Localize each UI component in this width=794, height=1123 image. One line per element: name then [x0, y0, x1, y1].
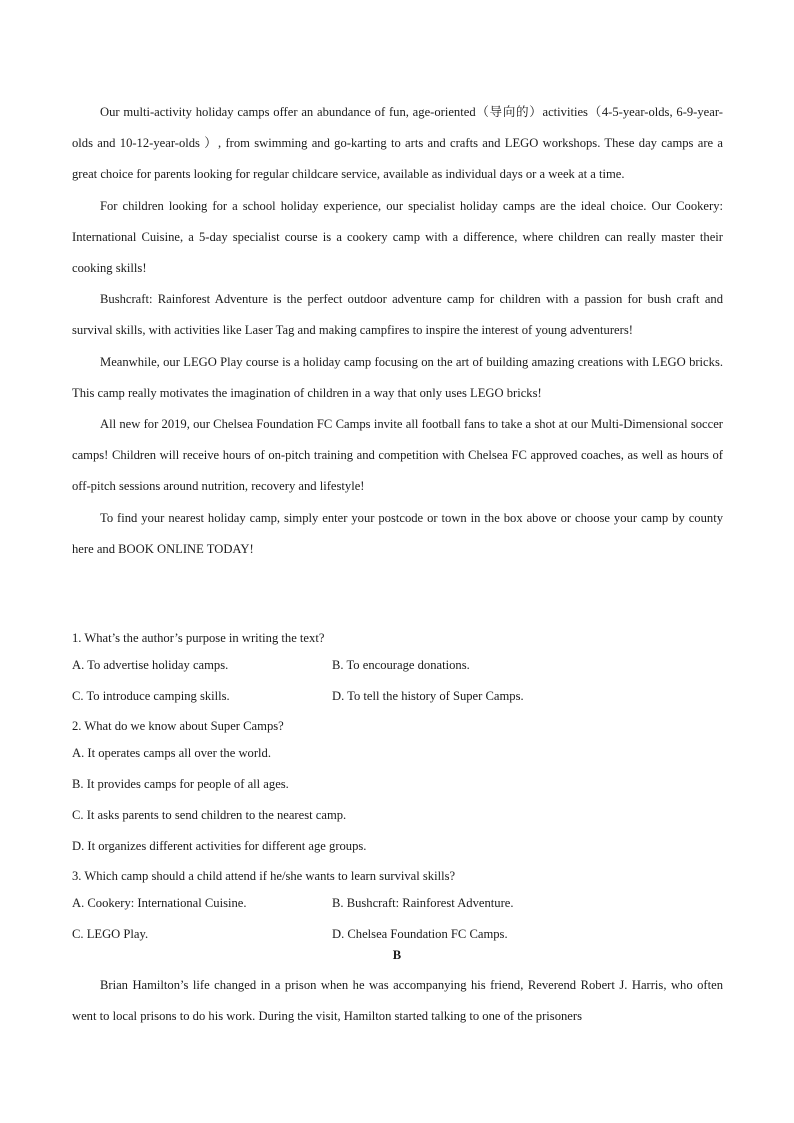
paragraph: Bushcraft: Rainforest Adventure is the perfect outdoor adventure camp for children with a passion for bush craft and survival skills, with activities like Laser Tag and making campfires to inspire the interest of young adventurers! — [72, 292, 723, 338]
option-row — [72, 889, 723, 920]
option-row — [72, 651, 723, 682]
option-d: D. To tell the history of Super Camps. — [332, 689, 524, 703]
option-a: A. To advertise holiday camps. — [72, 658, 229, 672]
option-a: A. It operates camps all over the world. — [72, 746, 271, 760]
option-b: B. To encourage donations. — [332, 658, 470, 672]
paragraph: To find your nearest holiday camp, simply enter your postcode or town in the box above or choose your camp by county here and BOOK ONLINE TODAY! — [72, 510, 723, 556]
question-stem: 1. What’s the author’s purpose in writing the text? — [72, 631, 325, 645]
option-c: C. It asks parents to send children to the nearest camp. — [72, 808, 347, 822]
paragraph: Meanwhile, our LEGO Play course is a holiday camp focusing on the art of building amazing creations with LEGO bricks. This camp really motivates the imagination of children in a way that only uses LEGO bricks! — [72, 354, 723, 400]
option-d: D. Chelsea Foundation FC Camps. — [332, 927, 508, 941]
paragraph: Our multi-activity holiday camps offer an abundance of fun, age-oriented（导向的）activities（4-5-year-olds, 6-9-year-olds and 10-12-year-olds ）, from swimming and go-karting to arts and crafts and LEGO workshops. These day camps are a great choice for parents looking for regular childcare service, available as individual days or a week at a time. — [72, 105, 723, 182]
section-heading: B — [392, 948, 402, 962]
passage-b — [72, 970, 723, 1032]
question-stem: 2. What do we know about Super Camps? — [72, 719, 284, 733]
paragraph: Brian Hamilton’s life changed in a prison when he was accompanying his friend, Reverend Robert J. Harris, who often went to local prisons to do his work. During the visit, Hamilton started talking to one of the prisoners — [72, 978, 723, 1024]
option-a: A. Cookery: International Cuisine. — [72, 896, 247, 910]
option-c: C. LEGO Play. — [72, 927, 149, 941]
question-list — [72, 625, 723, 951]
paragraph: For children looking for a school holiday experience, our specialist holiday camps are the ideal choice. Our Cookery: International Cuisine, a 5-day specialist course is a cookery camp with a difference, where children can really master their cooking skills! — [72, 198, 723, 276]
option-row — [72, 682, 723, 713]
option-b: B. Bushcraft: Rainforest Adventure. — [332, 896, 514, 910]
option-c: C. To introduce camping skills. — [72, 689, 230, 703]
passage-a — [72, 97, 723, 565]
question-stem: 3. Which camp should a child attend if he/she wants to learn survival skills? — [72, 869, 456, 883]
option-d: D. It organizes different activities for different age groups. — [72, 839, 367, 853]
option-b: B. It provides camps for people of all ages. — [72, 777, 289, 791]
paragraph: All new for 2019, our Chelsea Foundation FC Camps invite all football fans to take a shot at our Multi-Dimensional soccer camps! Children will receive hours of on-pitch training and competition with Chelsea FC approved coaches, as well as hours of off-pitch sessions around nutrition, recovery and lifestyle! — [72, 417, 723, 494]
